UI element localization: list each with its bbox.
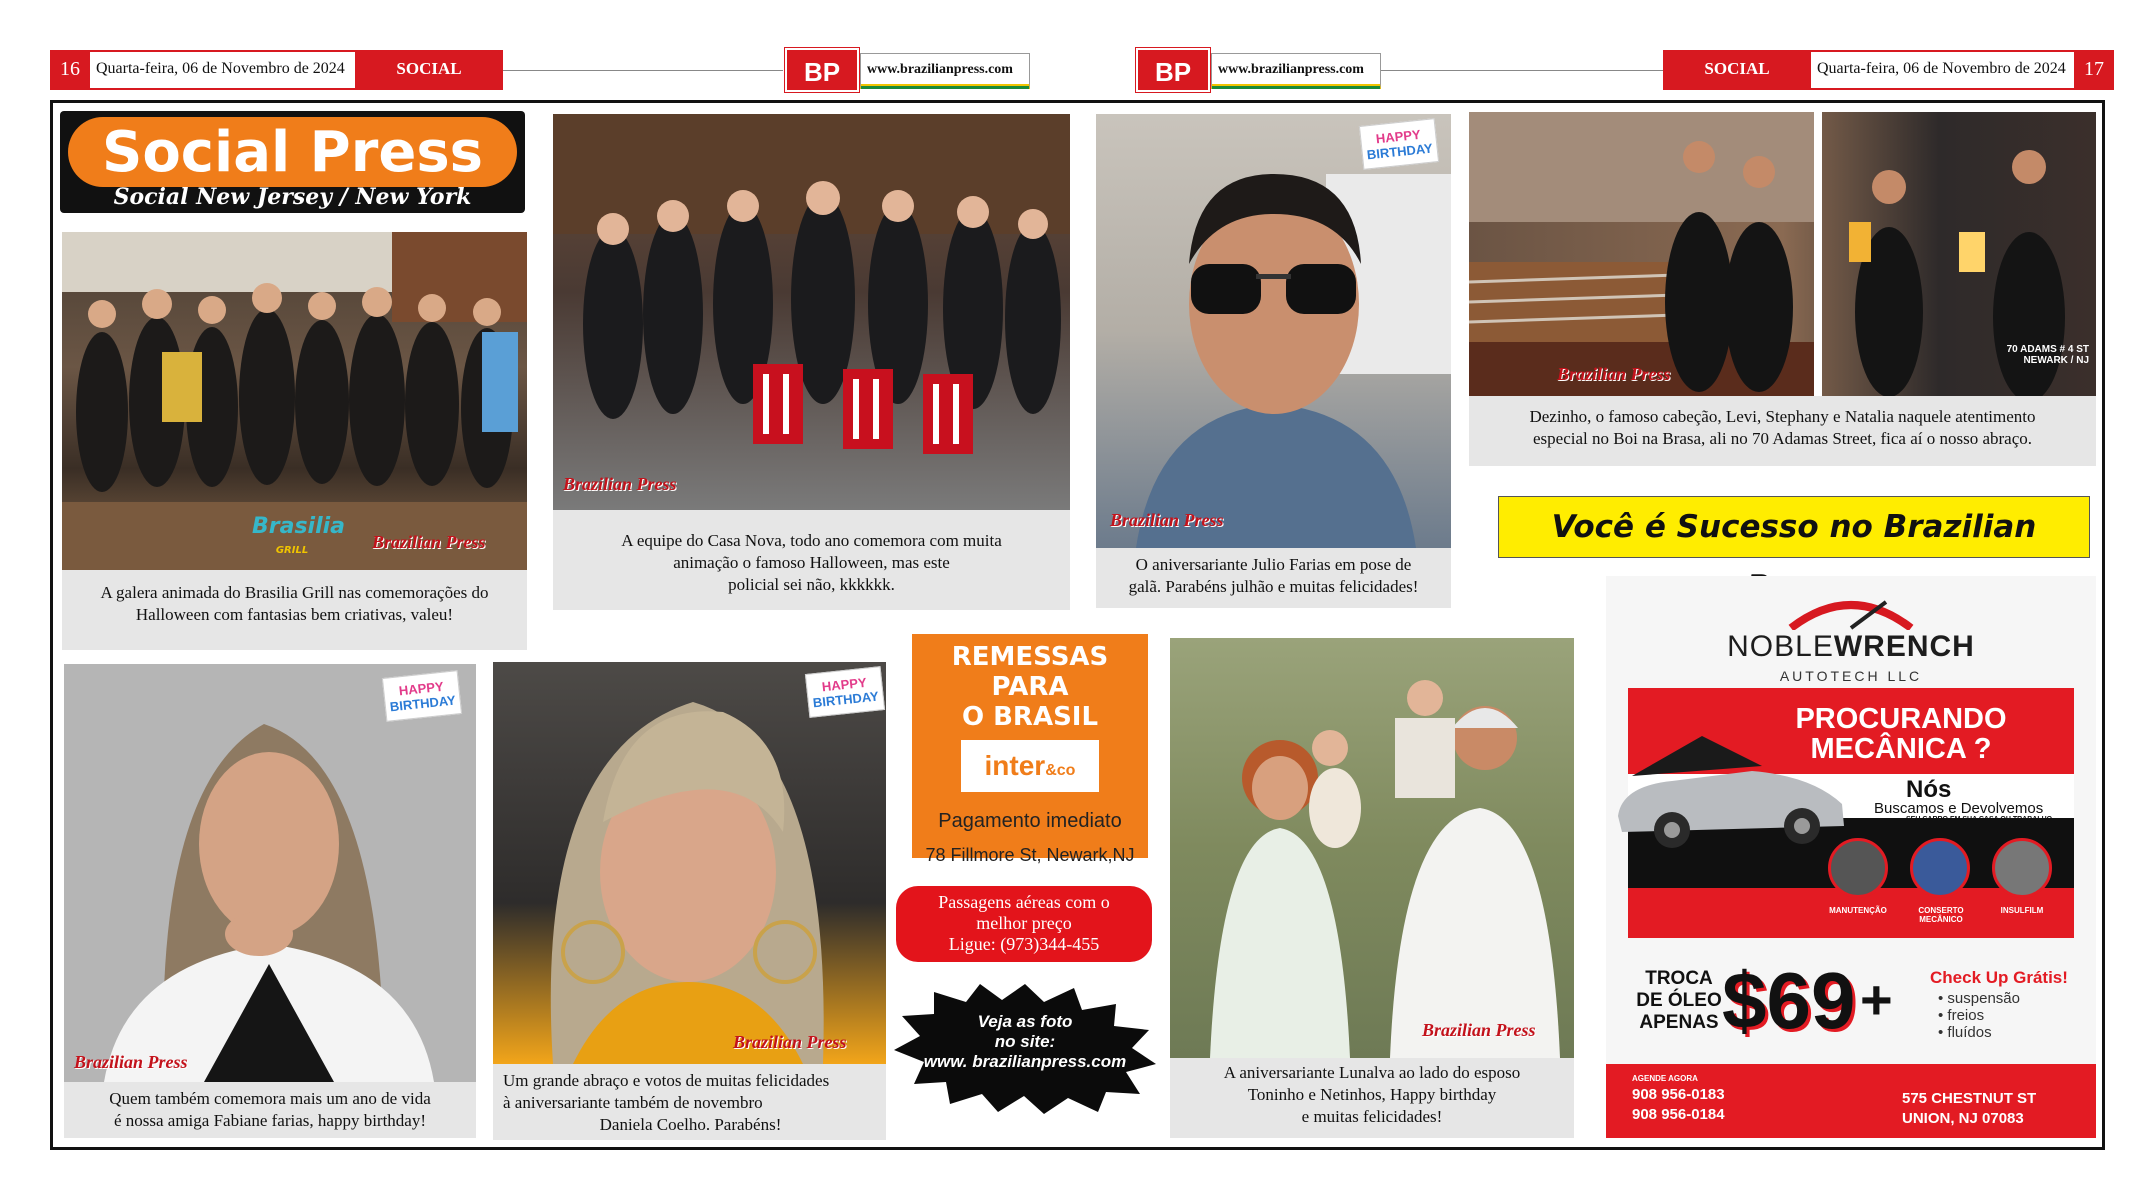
remessas-title-1: REMESSAS PARA (951, 642, 1109, 702)
caption-line: Halloween com fantasias bem criativas, valeu! (135, 605, 454, 624)
caption-brasilia-grill (62, 570, 527, 650)
agende-label: AGENDE AGORA (1632, 1074, 1698, 1083)
remessas-title-2: O BRASIL (961, 702, 1099, 732)
fotos-line: Veja as foto (977, 1012, 1073, 1031)
website-link-right[interactable]: www.brazilianpress.com (1211, 53, 1381, 89)
checkup-list (1938, 990, 2020, 1041)
page-number-left: 16 (50, 50, 90, 90)
header-rule-left (503, 70, 783, 71)
caption-line: galã. Parabéns julhão e muitas felicidades! (1128, 577, 1419, 596)
banner-subtitle: Social New Jersey / New York (113, 184, 472, 210)
checkup-item-text: freios (1947, 1007, 1985, 1024)
troca-line-1: TROCA (1645, 968, 1713, 989)
checkup-item: • fluídos (1938, 1024, 1992, 1041)
checkup-item: • freios (1938, 1007, 1985, 1024)
banner-title: Social Press (68, 117, 517, 187)
brasilia-logo-sub: GRILL (275, 545, 309, 556)
photo-fabiane-farias (64, 664, 476, 1082)
fotos-line: no site: (994, 1032, 1056, 1051)
bp-logo-right[interactable]: BP (1136, 48, 1210, 92)
photo-daniela-coelho (493, 662, 886, 1064)
checkup-item-text: suspensão (1947, 990, 2020, 1007)
hb-line: HAPPY (1375, 126, 1422, 147)
header-date-right: Quarta-feira, 06 de Novembro de 2024 (1811, 50, 2074, 90)
casa-nova-illustration (553, 114, 1070, 510)
nos-label: Nós (1906, 776, 1952, 803)
photo-julio-farias (1096, 114, 1451, 548)
page-number-right: 17 (2074, 50, 2114, 90)
inter-brand: inter (984, 750, 1046, 781)
buscamos-label: Buscamos e Devolvemos (1874, 800, 2044, 817)
hb-line: HAPPY (398, 678, 445, 699)
brasilia-logo (252, 514, 346, 561)
bp-logo-left[interactable]: BP (785, 48, 859, 92)
service-insulfilm (1992, 838, 2052, 898)
julio-illustration (1096, 114, 1451, 548)
service-conserto (1910, 838, 1970, 898)
phone-1[interactable]: 908 956-0183 (1632, 1086, 1725, 1103)
caption-line: Um grande abraço e votos de muitas felicidades (503, 1071, 830, 1090)
remessas-ad[interactable] (912, 634, 1148, 865)
watermark-boi: Brazilian Press (1557, 364, 1671, 384)
hb-line: BIRTHDAY (389, 692, 457, 715)
price: $69 (1722, 956, 1856, 1045)
happy-birthday-badge (805, 666, 885, 718)
caption-line: animação o famoso Halloween, mas este (673, 553, 950, 572)
hb-line: BIRTHDAY (1366, 140, 1434, 163)
photo-boi-na-brasa (1469, 112, 2096, 396)
caption-boi-na-brasa (1469, 396, 2096, 466)
caption-line: é nossa amiga Fabiane farias, happy birthday! (113, 1111, 427, 1130)
watermark-julio: Brazilian Press (1110, 510, 1224, 530)
sucesso-banner: Você é Sucesso no Brazilian (1498, 496, 2090, 558)
noblewrench-ad[interactable] (1606, 576, 2096, 1138)
car-icon (1612, 726, 1852, 856)
caption-line: e muitas felicidades! (1301, 1107, 1443, 1126)
sign-line: 70 ADAMS # 4 ST (2006, 344, 2089, 355)
service-label-1: MANUTENÇÃO (1829, 906, 1887, 915)
caption-line: A aniversariante Lunalva ao lado do esposo (1223, 1063, 1521, 1082)
brand-noble: NOBLE (1727, 630, 1834, 663)
happy-birthday-badge (1359, 118, 1439, 170)
hb-line: HAPPY (821, 674, 868, 695)
fotos-starburst[interactable] (894, 984, 1156, 1114)
passagens-line: Ligue: (973)344-455 (948, 934, 1100, 954)
address-line-1: 575 CHESTNUT ST (1902, 1090, 2037, 1107)
social-press-banner (60, 111, 525, 213)
service-label-2: CONSERTO MECÂNICO (1918, 906, 1964, 924)
gauge-logo-icon (1781, 590, 1921, 630)
brand-wrench: WRENCH (1833, 630, 1975, 663)
caption-line: Quem também comemora mais um ano de vida (109, 1089, 431, 1108)
passagens-ad[interactable] (896, 886, 1152, 962)
header-rule-right (1381, 70, 1663, 71)
caption-line: policial sei não, kkkkkk. (728, 575, 895, 594)
caption-lunalva (1170, 1058, 1574, 1138)
caption-line: Toninho e Netinhos, Happy birthday (1247, 1085, 1497, 1104)
noblewrench-sub: AUTOTECH LLC (1779, 668, 1923, 684)
watermark-fabiane: Brazilian Press (74, 1052, 188, 1072)
caption-line: O aniversariante Julio Farias em pose de (1135, 555, 1412, 574)
fotos-text (894, 1012, 1156, 1072)
passagens-line: Passagens aéreas com o (938, 892, 1110, 912)
lunalva-illustration (1170, 638, 1574, 1058)
noblewrench-brand (1606, 630, 2096, 664)
caption-julio (1096, 548, 1451, 608)
remessas-line-1: Pagamento imediato (938, 810, 1122, 832)
fotos-line: www. brazilianpress.com (923, 1052, 1127, 1071)
service-manutencao (1828, 838, 1888, 898)
caption-fabiane (64, 1082, 476, 1138)
brasilia-logo-name: Brasilia (252, 514, 346, 539)
fabiane-illustration (64, 664, 476, 1082)
photo-lunalva-family (1170, 638, 1574, 1058)
headline-2: MECÂNICA ? (1810, 733, 1992, 765)
caption-line: Daniela Coelho. Parabéns! (599, 1115, 782, 1134)
headline-1: PROCURANDO (1795, 703, 2007, 735)
caption-line: à aniversariante também de novembro (503, 1093, 763, 1112)
photo-casa-nova (553, 114, 1070, 510)
watermark-casa-nova: Brazilian Press (563, 474, 677, 494)
caption-casa-nova (553, 510, 1070, 610)
website-link-left[interactable]: www.brazilianpress.com (860, 53, 1030, 89)
service-label-3: INSULFILM (2000, 906, 2044, 915)
happy-birthday-badge (382, 670, 462, 722)
photo-brasilia-grill (62, 232, 527, 570)
caption-line: Dezinho, o famoso cabeção, Levi, Stephany e Natalia naquele atentimento (1529, 407, 2036, 426)
troca-line-3: APENAS (1639, 1012, 1719, 1033)
buscamos-sub: SEU CARRO EM SUA CASA OU TRABALHO (1906, 816, 2053, 823)
inter-logo (961, 740, 1099, 792)
section-label-left: SOCIAL (355, 50, 503, 90)
daniela-illustration (493, 662, 886, 1064)
watermark-daniela: Brazilian Press (733, 1032, 847, 1052)
checkup-item-text: fluídos (1947, 1024, 1992, 1041)
sign-line: NEWARK / NJ (2023, 355, 2089, 366)
caption-daniela (493, 1064, 886, 1140)
watermark-lunalva: Brazilian Press (1422, 1020, 1536, 1040)
passagens-line: melhor preço (976, 913, 1072, 933)
troca-line-2: DE ÓLEO (1636, 990, 1722, 1011)
price-plus: + (1860, 968, 1893, 1031)
remessas-line-2: 78 Fillmore St, Newark,NJ (925, 845, 1135, 865)
hb-line: BIRTHDAY (812, 688, 880, 711)
phone-2[interactable]: 908 956-0184 (1632, 1106, 1725, 1123)
checkup-label: Check Up Grátis! (1930, 968, 2068, 987)
header-date-left: Quarta-feira, 06 de Novembro de 2024 (90, 50, 355, 90)
address-line-2: UNION, NJ 07083 (1902, 1110, 2024, 1127)
watermark-brasilia: Brazilian Press (372, 532, 486, 552)
caption-line: A galera animada do Brasilia Grill nas comemorações do (100, 583, 489, 602)
caption-line: A equipe do Casa Nova, todo ano comemora com muita (621, 531, 1002, 550)
checkup-item: • suspensão (1938, 990, 2020, 1007)
section-label-right: SOCIAL (1663, 50, 1811, 90)
boi-address-sign (1989, 344, 2089, 366)
caption-line: especial no Boi na Brasa, ali no 70 Adamas Street, fica aí o nosso abraço. (1533, 429, 2032, 448)
inter-suffix: &co (1045, 762, 1076, 779)
